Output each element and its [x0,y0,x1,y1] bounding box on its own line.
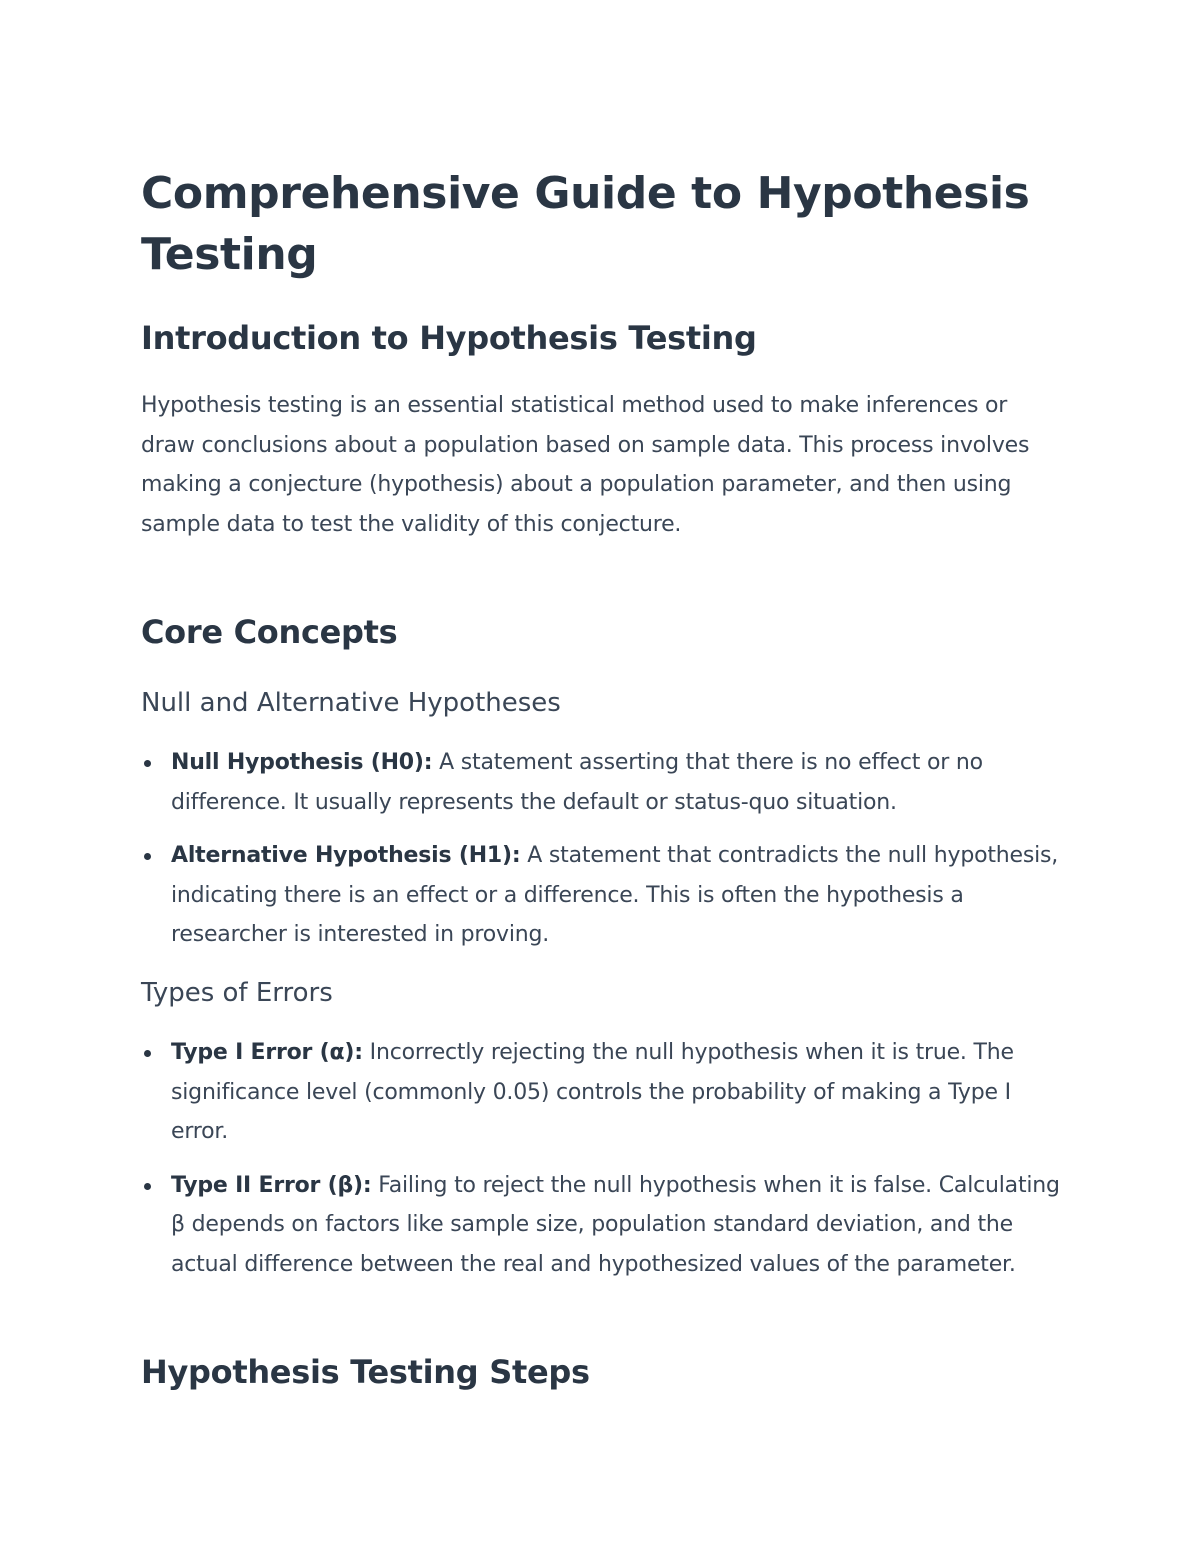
subsection-heading-types-of-errors: Types of Errors [141,978,333,1008]
bullet-icon [144,853,151,860]
list-item-text: Failing to reject the null hypothesis when it is false. Calculating β depends on factors like sample size, population standard deviation, and the actual difference between the real and hypothesized values of the parameter. [171,1172,1060,1277]
list-item-term: Type II Error (β): [171,1172,372,1198]
list-item-text: Incorrectly rejecting the null hypothesis when it is true. The significance level (commonly 0.05) controls the probability of making a Type I error. [171,1040,1014,1145]
section-heading-core-concepts: Core Concepts [141,613,398,651]
document-title: Comprehensive Guide to Hypothesis Testing [141,168,1030,280]
introduction-paragraph: Hypothesis testing is an essential statistical method used to make inferences or draw conclusions about a population based on sample data. This process involves making a conjecture (hypothesis) about a population parameter, and then using sample data to test the validity of this conjecture. [141,393,1030,537]
list-item-term: Type I Error (α): [171,1040,363,1065]
hypotheses-list [141,743,1061,969]
list-item-term: Null Hypothesis (H0): [171,750,433,775]
list-item-text: A statement that contradicts the null hypothesis, indicating there is an effect or a difference. This is often the hypothesis a researcher is interested in proving. [171,843,1059,948]
section-heading-testing-steps: Hypothesis Testing Steps [141,1353,590,1391]
errors-list [141,1033,1061,1299]
bullet-icon [144,1050,151,1057]
section-heading-introduction: Introduction to Hypothesis Testing [141,319,757,357]
list-item-term: Alternative Hypothesis (H1): [171,843,521,869]
list-item-text: A statement asserting that there is no effect or no difference. It usually represents the default or status-quo situation. [171,750,983,815]
list-item [141,836,1061,955]
bullet-icon [144,1183,151,1190]
list-item [141,1166,1061,1285]
bullet-icon [144,760,151,767]
list-item [141,1033,1061,1152]
subsection-heading-null-alternative: Null and Alternative Hypotheses [141,688,561,718]
list-item [141,743,1061,822]
